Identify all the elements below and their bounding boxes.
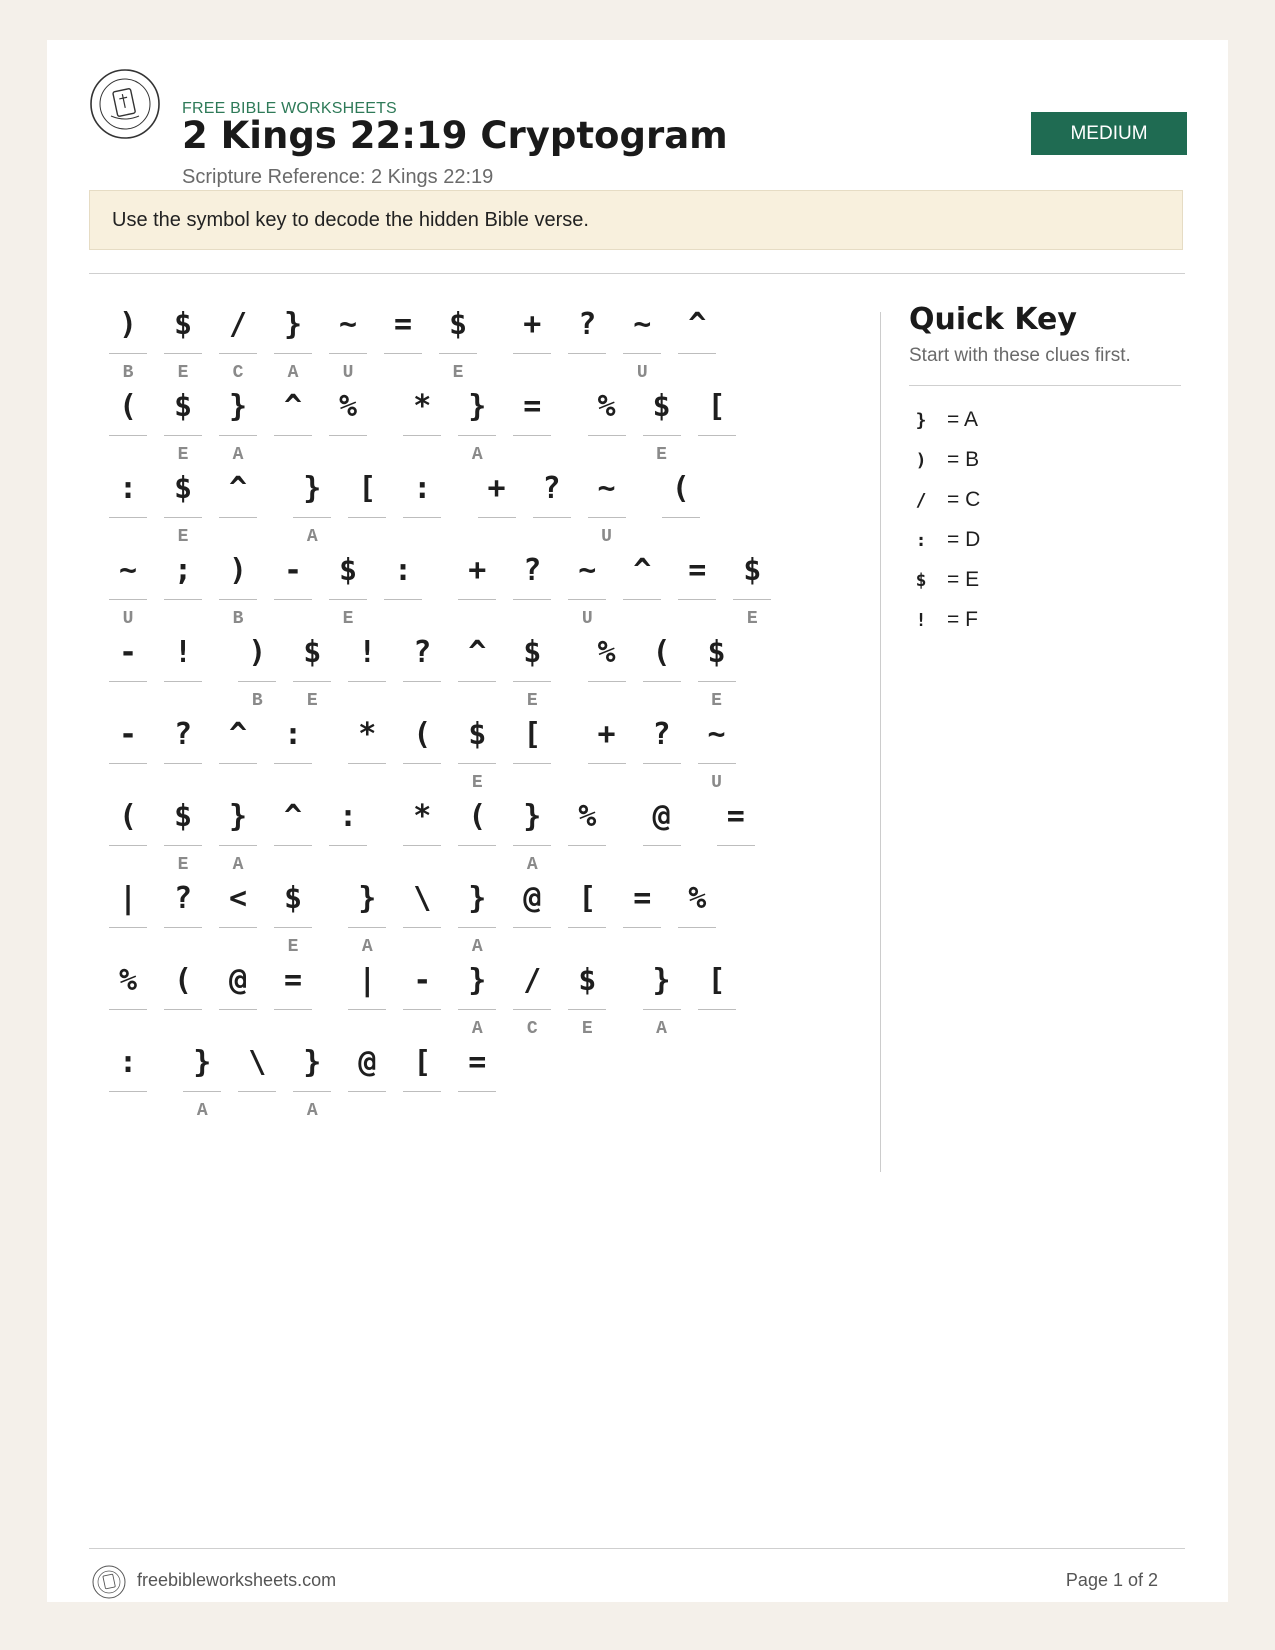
cipher-symbol: } [228,389,248,424]
cipher-symbol: $ [338,553,358,588]
cipher-cell [643,961,681,1081]
cipher-symbol: ^ [228,471,248,506]
cipher-symbol: ~ [118,553,138,588]
answer-blank[interactable] [164,353,202,354]
cipher-cell [109,1043,147,1163]
quick-key-value: = B [947,448,980,471]
answer-letter: U [581,609,593,629]
answer-blank[interactable] [109,353,147,354]
answer-blank[interactable] [717,845,755,846]
quick-key-symbol: $ [915,569,927,591]
cipher-symbol: - [283,553,303,588]
cipher-symbol: [ [707,389,726,424]
answer-letter: B [232,609,244,629]
answer-blank[interactable] [293,681,331,682]
cipher-symbol: } [303,471,322,506]
answer-blank[interactable] [219,517,257,518]
answer-blank[interactable] [678,599,716,600]
answer-letter: U [636,363,648,383]
cipher-cell [698,387,736,507]
cipher-symbol: $ [173,307,193,342]
cipher-symbol: } [303,1045,322,1080]
answer-letter: E [711,691,722,711]
cipher-symbol: } [228,799,248,834]
page-title: 2 Kings 22:19 Cryptogram [182,114,728,157]
answer-blank[interactable] [458,1009,496,1010]
cipher-symbol: $ [173,471,193,506]
answer-blank[interactable] [329,353,367,354]
quick-key-value: = D [947,528,981,551]
difficulty-badge: MEDIUM [1031,112,1187,155]
answer-letter: B [122,363,134,383]
quick-key-value: = C [947,488,981,511]
answer-blank[interactable] [568,353,606,354]
cipher-symbol: = [688,553,707,588]
answer-letter: E [177,855,189,875]
cipher-symbol: ) [248,635,267,670]
quick-key-item [909,480,1181,520]
cipher-symbol: @ [228,963,248,998]
cipher-symbol: ( [468,799,487,834]
cipher-symbol: \ [248,1045,267,1080]
answer-blank[interactable] [513,1009,551,1010]
cipher-symbol: ? [173,717,193,752]
answer-blank[interactable] [662,517,700,518]
answer-blank[interactable] [643,681,681,682]
answer-blank[interactable] [643,435,681,436]
answer-blank[interactable] [219,599,257,600]
cipher-symbol: $ [173,389,193,424]
cipher-symbol: < [228,881,248,916]
cipher-symbol: * [413,389,432,424]
cipher-symbol: ~ [578,553,597,588]
cipher-symbol: ^ [283,799,303,834]
cipher-symbol: [ [358,471,377,506]
quick-key-list [909,400,1181,640]
answer-blank[interactable] [478,517,516,518]
answer-blank[interactable] [293,517,331,518]
cipher-symbol: ( [413,717,432,752]
answer-letter: E [746,609,758,629]
answer-blank[interactable] [109,517,147,518]
answer-blank[interactable] [733,599,771,600]
footer-logo-icon [91,1564,127,1600]
cipher-symbol: : [393,553,413,588]
answer-letter: E [581,1019,593,1039]
answer-letter: A [471,1019,483,1039]
answer-letter: C [232,363,244,383]
answer-blank[interactable] [274,927,312,928]
answer-letter: B [251,691,263,711]
answer-blank[interactable] [109,681,147,682]
cipher-symbol: } [468,881,487,916]
cipher-symbol: = [633,881,652,916]
answer-blank[interactable] [439,353,477,354]
answer-blank[interactable] [238,1091,276,1092]
answer-blank[interactable] [513,763,551,764]
answer-blank[interactable] [513,353,551,354]
answer-blank[interactable] [164,845,202,846]
cipher-symbol: } [283,307,303,342]
cipher-symbol: ~ [597,471,616,506]
instructions-text: Use the symbol key to decode the hidden Bible verse. [112,208,589,231]
answer-blank[interactable] [513,435,551,436]
answer-blank[interactable] [623,353,661,354]
answer-letter: U [342,363,354,383]
answer-blank[interactable] [348,681,386,682]
answer-blank[interactable] [348,1009,386,1010]
brand-name: FREE BIBLE WORKSHEETS [182,100,397,117]
cipher-symbol: $ [523,635,542,670]
cipher-symbol: * [413,799,432,834]
cipher-symbol: - [118,717,138,752]
answer-blank[interactable] [588,517,626,518]
answer-blank[interactable] [403,1009,441,1010]
cipher-symbol: : [413,471,432,506]
answer-blank[interactable] [403,845,441,846]
quick-key-divider [909,385,1181,386]
column-divider [880,312,881,1172]
answer-blank[interactable] [513,599,551,600]
answer-blank[interactable] [698,435,736,436]
cipher-symbol: ^ [688,307,707,342]
quick-key-symbol: ! [915,609,927,631]
answer-blank[interactable] [643,763,681,764]
cipher-symbol: [ [523,717,542,752]
answer-blank[interactable] [164,599,202,600]
answer-blank[interactable] [348,763,386,764]
answer-blank[interactable] [588,681,626,682]
answer-letter: A [287,363,299,383]
worksheet-page [47,40,1228,1602]
answer-blank[interactable] [623,599,661,600]
cipher-symbol: ( [173,963,193,998]
cipher-symbol: : [118,471,138,506]
quick-key-symbol: / [915,489,927,511]
answer-letter: E [177,363,189,383]
answer-blank[interactable] [568,1009,606,1010]
answer-letter: E [306,691,318,711]
answer-blank[interactable] [329,845,367,846]
answer-letter: A [306,1101,318,1121]
answer-blank[interactable] [513,845,551,846]
cryptogram-grid [47,40,907,1121]
cipher-cell [733,551,771,671]
cipher-cell [568,961,606,1081]
answer-letter: E [177,445,189,465]
answer-blank[interactable] [643,1009,681,1010]
answer-letter: E [656,445,667,465]
answer-blank[interactable] [698,681,736,682]
cipher-cell [293,1043,331,1163]
answer-blank[interactable] [329,599,367,600]
answer-blank[interactable] [698,1009,736,1010]
cipher-symbol: $ [173,799,193,834]
answer-blank[interactable] [348,1091,386,1092]
cipher-symbol: + [523,307,542,342]
page-number: Page 1 of 2 [1065,1570,1158,1590]
answer-letter: A [196,1101,208,1121]
answer-blank[interactable] [623,927,661,928]
cipher-symbol: ; [173,553,193,588]
answer-blank[interactable] [219,435,257,436]
cipher-symbol: ? [173,881,193,916]
cipher-symbol: = [726,799,745,834]
answer-letter: E [342,609,354,629]
answer-blank[interactable] [164,763,202,764]
answer-blank[interactable] [164,927,202,928]
answer-letter: A [471,937,483,957]
answer-blank[interactable] [568,599,606,600]
answer-letter: C [526,1019,538,1039]
cipher-symbol: | [358,963,377,998]
cipher-cell [348,1043,386,1163]
cipher-symbol: % [338,389,358,424]
cipher-symbol: ^ [228,717,248,752]
cipher-symbol: ( [118,799,138,834]
answer-blank[interactable] [403,1091,441,1092]
answer-blank[interactable] [109,927,147,928]
footer-website: freebibleworksheets.com [137,1570,337,1590]
answer-blank[interactable] [384,353,422,354]
answer-blank[interactable] [219,353,257,354]
answer-blank[interactable] [458,763,496,764]
answer-letter: A [232,445,244,465]
cipher-symbol: $ [448,307,468,342]
footer-divider [89,1548,1185,1549]
answer-blank[interactable] [458,599,496,600]
answer-letter: E [287,937,299,957]
quick-key-item [909,600,1181,640]
cipher-symbol: [ [707,963,726,998]
cipher-symbol: $ [578,963,597,998]
cipher-symbol: : [283,717,303,752]
answer-blank[interactable] [513,681,551,682]
cipher-cell [238,1043,276,1163]
cipher-symbol: ^ [633,553,652,588]
answer-blank[interactable] [568,845,606,846]
quick-key-subtitle: Start with these clues first. [909,345,1131,366]
cipher-symbol: ~ [338,307,358,342]
cipher-symbol: ( [118,389,138,424]
cipher-symbol: } [358,881,377,916]
answer-letter: E [452,363,464,383]
answer-blank[interactable] [109,1091,147,1092]
answer-blank[interactable] [698,763,736,764]
cipher-symbol: ? [652,717,671,752]
answer-blank[interactable] [219,927,257,928]
cipher-cell [717,797,755,917]
cipher-symbol: - [413,963,432,998]
answer-blank[interactable] [403,681,441,682]
answer-blank[interactable] [293,1091,331,1092]
cipher-symbol: : [338,799,358,834]
cipher-symbol: } [468,963,487,998]
answer-letter: A [232,855,244,875]
answer-blank[interactable] [109,1009,147,1010]
cipher-symbol: | [118,881,138,916]
cipher-cell [513,961,551,1081]
quick-key-item [909,400,1181,440]
cipher-symbol: $ [283,881,303,916]
cipher-cell [458,1043,496,1163]
quick-key-symbol: } [915,409,927,431]
answer-blank[interactable] [183,1091,221,1092]
cipher-symbol: + [597,717,616,752]
answer-letter: E [471,773,483,793]
cipher-symbol: ( [652,635,671,670]
answer-blank[interactable] [274,763,312,764]
answer-letter: E [177,527,189,547]
cipher-symbol: } [193,1045,212,1080]
cipher-symbol: \ [413,881,432,916]
cipher-symbol: ? [542,471,561,506]
answer-blank[interactable] [513,927,551,928]
cipher-symbol: ~ [707,717,726,752]
answer-blank[interactable] [458,845,496,846]
cipher-symbol: = [393,307,413,342]
answer-blank[interactable] [348,517,386,518]
cipher-cell [698,961,736,1081]
answer-blank[interactable] [219,1009,257,1010]
quick-key-title: Quick Key [909,302,1077,337]
answer-blank[interactable] [458,681,496,682]
cipher-symbol: [ [578,881,597,916]
cipher-symbol: = [468,1045,487,1080]
cipher-symbol: $ [707,635,726,670]
answer-blank[interactable] [588,763,626,764]
cipher-symbol: ) [228,553,248,588]
scripture-reference: Scripture Reference: 2 Kings 22:19 [182,166,494,188]
cipher-symbol: ! [358,635,377,670]
cipher-symbol: + [487,471,506,506]
answer-blank[interactable] [403,517,441,518]
answer-blank[interactable] [274,435,312,436]
answer-blank[interactable] [109,435,147,436]
answer-blank[interactable] [109,763,147,764]
answer-blank[interactable] [678,927,716,928]
answer-blank[interactable] [329,435,367,436]
cipher-symbol: = [523,389,542,424]
quick-key-item [909,520,1181,560]
answer-blank[interactable] [164,435,202,436]
cipher-symbol: ? [578,307,597,342]
answer-blank[interactable] [109,845,147,846]
cipher-symbol: ! [173,635,193,670]
answer-blank[interactable] [219,845,257,846]
answer-blank[interactable] [643,845,681,846]
cipher-symbol: / [523,963,542,998]
cipher-symbol: ~ [633,307,652,342]
answer-blank[interactable] [219,763,257,764]
cipher-symbol: $ [652,389,671,424]
quick-key-value: = A [947,408,978,431]
cipher-symbol: $ [303,635,322,670]
cipher-symbol: % [597,635,616,670]
cipher-cell [403,1043,441,1163]
cipher-cell [183,1043,221,1163]
cipher-symbol: ^ [468,635,487,670]
answer-blank[interactable] [403,927,441,928]
answer-blank[interactable] [164,1009,202,1010]
cipher-symbol: = [283,963,303,998]
answer-blank[interactable] [238,681,276,682]
quick-key-value: = E [947,568,980,591]
answer-blank[interactable] [403,435,441,436]
answer-letter: A [526,855,538,875]
answer-blank[interactable] [678,353,716,354]
quick-key-symbol: ) [915,449,927,471]
cipher-symbol: % [597,389,616,424]
quick-key-item [909,560,1181,600]
cipher-symbol: @ [523,881,542,916]
cipher-symbol: * [358,717,377,752]
cipher-symbol: - [118,635,138,670]
cipher-symbol: ? [413,635,432,670]
answer-letter: U [122,609,134,629]
answer-blank[interactable] [274,353,312,354]
cipher-symbol: ? [523,553,542,588]
answer-letter: A [306,527,318,547]
answer-letter: A [361,937,373,957]
cipher-symbol: } [468,389,487,424]
answer-letter: E [526,691,538,711]
quick-key-symbol: : [915,529,927,551]
answer-blank[interactable] [533,517,571,518]
answer-blank[interactable] [274,845,312,846]
cipher-symbol: @ [358,1045,377,1080]
cipher-symbol: % [578,799,597,834]
cipher-symbol: ) [118,307,138,342]
answer-blank[interactable] [403,763,441,764]
answer-blank[interactable] [384,599,422,600]
cipher-symbol: + [468,553,487,588]
answer-blank[interactable] [458,435,496,436]
quick-key-item [909,440,1181,480]
cipher-symbol: @ [652,799,671,834]
answer-blank[interactable] [274,1009,312,1010]
cipher-symbol: ( [671,471,690,506]
answer-blank[interactable] [164,517,202,518]
quick-key-value: = F [947,608,978,631]
cipher-symbol: $ [468,717,487,752]
answer-letter: A [471,445,483,465]
answer-blank[interactable] [109,599,147,600]
answer-letter: A [656,1019,667,1039]
answer-blank[interactable] [458,1091,496,1092]
answer-blank[interactable] [348,927,386,928]
answer-blank[interactable] [274,599,312,600]
cipher-symbol: } [523,799,542,834]
cipher-symbol: } [652,963,671,998]
answer-letter: U [711,773,722,793]
answer-blank[interactable] [164,681,202,682]
cipher-symbol: $ [743,553,762,588]
cipher-symbol: % [118,963,138,998]
cipher-symbol: % [688,881,707,916]
answer-blank[interactable] [458,927,496,928]
cipher-symbol: [ [413,1045,432,1080]
answer-letter: U [601,527,612,547]
cipher-symbol: / [228,307,248,342]
cipher-symbol: : [118,1045,138,1080]
answer-blank[interactable] [568,927,606,928]
answer-blank[interactable] [588,435,626,436]
cipher-symbol: ^ [283,389,303,424]
